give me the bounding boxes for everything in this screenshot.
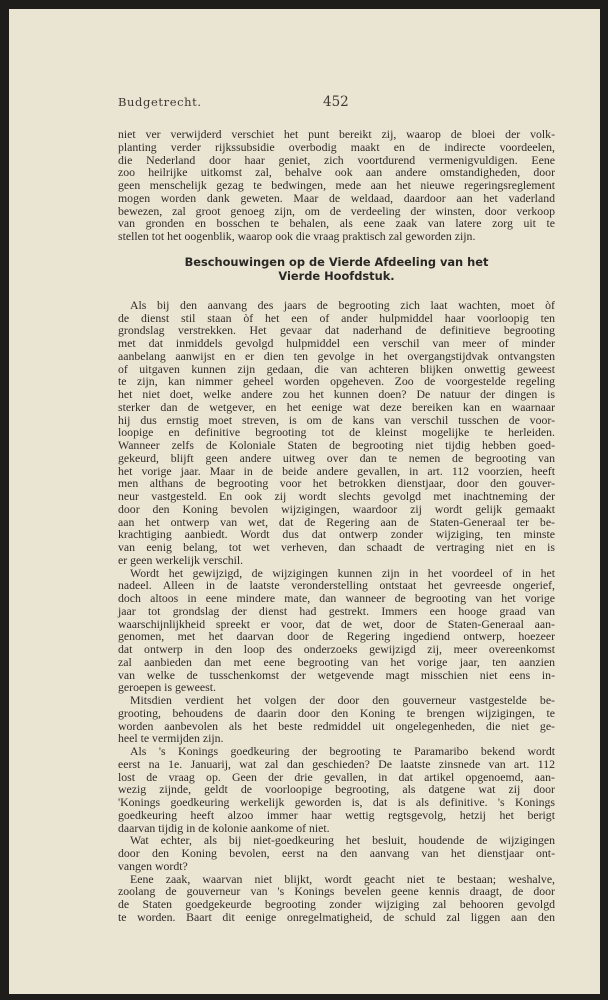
text-line: Als bij den aanvang des jaars de begrooting zich laat wachten, moet òf xyxy=(130,297,555,312)
text-line: vangen wordt? xyxy=(118,858,188,873)
text-line: te zijn, kan nimmer geheel worden opgeheven. Zoo de voorgestelde regeling xyxy=(118,374,555,389)
text-line: men althans de begrooting voor het betrokken dienstjaar, door den gouver- xyxy=(118,476,555,491)
text-line: grooting, behoudens de daarin door den Koning te brengen wijzigingen, te xyxy=(118,705,555,720)
text-line: de Staten goedgekeurde begrooting zonder wijziging zal behooren gevolgd xyxy=(118,897,555,911)
text-line: jaar tot grondslag der dienst had gestrekt. Immers een hooge graad van xyxy=(118,603,555,618)
text-line: niet ver verwijderd verschiet het punt bereikt zij, waarop de bloei der volk- xyxy=(118,127,555,141)
text-line: Wanneer zelfs de Koloniale Staten de begrooting niet tijdig hebben goed- xyxy=(118,438,555,452)
text-line: het vorige jaar. Maar in de beide andere gevallen, in art. 112 voorzien, heeft xyxy=(118,463,555,478)
text-line: Wat echter, als bij niet-goedkeuring het besluit, houdende de wijzigingen xyxy=(130,833,555,848)
text-line: er geen werkelijk verschil. xyxy=(118,552,244,567)
text-line: met dat inmiddels gevolgd hulpmiddel een verschil van meer of minder xyxy=(118,336,555,350)
text-line: geen menschelijk gezag te bedwingen, mede aan het nieuwe regeringsreglement xyxy=(118,178,555,192)
text-line: geroepen is geweest. xyxy=(118,680,216,695)
text-line: daarvan tijdig in de kolonie aankome of niet. xyxy=(118,820,330,835)
text-line: door den Koning bevolen, eerst na den aanvang van het dienstjaar ont- xyxy=(118,846,555,860)
text-line: Mitsdien verdient het volgen der door den gouverneur vastgestelde be- xyxy=(130,693,555,707)
text-line: aan het ontwerp van wet, dat de Regering aan de Staten-Generaal ter be- xyxy=(118,514,555,529)
text-line: van eenig belang, tot wet verheven, dan schaadt de vertraging niet en is xyxy=(118,540,555,554)
page-header xyxy=(118,94,555,114)
text-line: waarschijnlijkheid spreekt er voor, dat de wet, door de Staten-Generaal aan- xyxy=(118,616,555,631)
text-body xyxy=(118,128,555,924)
text-line: zoo heilrijke uitkomst zal, behalve ook aan andere omstandigheden, door xyxy=(118,165,555,180)
page-number: 452 xyxy=(323,94,349,110)
text-line: grondslag verstrekken. Het gevaar dat naderhand de definitieve begrooting xyxy=(118,323,555,338)
text-line: 'Konings goedkeuring werkelijk geworden is, dat is als definitive. 's Konings xyxy=(118,795,555,809)
text-line: te worden. Baart dit eenige onregelmatigheid, de schuld zal liggen aan den xyxy=(118,909,555,924)
text-line: neur vastgesteld. En ook zij wordt slechts gevolgd met inachtneming der xyxy=(118,489,555,503)
section-body xyxy=(118,299,555,924)
text-line: wezig zijnde, geldt de voorloopige begrooting, als datgene wat zij door xyxy=(118,782,555,797)
text-line: zoolang de gouverneur van 's Konings bevelen geene kennis draagt, de door xyxy=(118,884,555,899)
text-line: genomen, met het daarvan door de Regering ingediend ontwerp, hoezeer xyxy=(118,629,555,644)
text-line: planting verder rijkssubsidie overbodig maakt en de indirecte voordeelen, xyxy=(118,139,555,154)
text-line: hij dus ernstig moet streven, is om de kans van verschil tusschen de voor- xyxy=(118,412,555,427)
text-line: loopige en definitive begrooting tot de kleinst mogelijke te herleiden. xyxy=(118,425,555,440)
text-line: krachtiging aanbiedt. Wordt dus dat ontwerp zonder wijziging, ten minste xyxy=(118,527,555,542)
page xyxy=(9,9,600,994)
text-line: of uitgaven kunnen zijn gedaan, die van achteren blijken onwettig geweest xyxy=(118,361,555,376)
text-line: van gronden en bosschen te behalen, als eene zaak van latere zorg uit te xyxy=(118,216,555,231)
text-line: bewezen, zal groot genoeg zijn, om de verdeeling der winsten, door verkoop xyxy=(118,203,555,218)
text-line: mogen worden dank geweten. Maar de weldaad, daardoor aan het vaderland xyxy=(118,190,555,205)
text-line: worden aanbevolen als het beste redmiddel uit ongelegenheden, die niet ge- xyxy=(118,718,555,733)
section-heading xyxy=(118,255,555,284)
text-line: lost de vraag op. Geen der drie gevallen, in dat artikel opgenoemd, aan- xyxy=(118,769,555,784)
text-line: nadeel. Alleen in de laatste veronderstelling ontstaat het gevreesde ongerief, xyxy=(118,578,555,593)
text-line: sterker dan de wetgever, en het eenige wat deze bereiken kan en waarnaar xyxy=(118,399,555,414)
text-line: die Nederland door haar geniet, zich voortdurend vermenigvuldigen. Eene xyxy=(118,152,555,167)
text-line: Als 's Konings goedkeuring der begrooting te Paramaribo bekend wordt xyxy=(130,744,555,758)
text-line: eerst na 1e. Januarij, wat zal dan geschieden? De laatste zinsnede van art. 112 xyxy=(118,756,555,771)
text-line: het niet doet, welke andere zou het kunnen doen? De natuur der dingen is xyxy=(118,387,555,401)
text-line: van welke de tusschenkomst der wetgevende magt misschien niet eens in- xyxy=(118,667,555,682)
running-title: Budgetrecht. xyxy=(118,95,202,109)
text-line: goedkeuring heeft alzoo immer haar wettig regtsgevolg, hetzij het berigt xyxy=(118,807,555,822)
text-line: heel te vermijden zijn. xyxy=(118,731,224,746)
text-line: zal aanbieden dan met eene begrooting van het vorige jaar, ten aanzien xyxy=(118,654,555,669)
section-heading-line-2: Vierde Hoofdstuk. xyxy=(278,269,395,284)
text-line: Eene zaak, waarvan niet blijkt, wordt geacht niet te bestaan; weshalve, xyxy=(130,871,555,886)
section-heading-line-1: Beschouwingen op de Vierde Afdeeling van het xyxy=(184,254,489,269)
text-line: door den Koning bevolen wijzigingen, waardoor zij wordt gelijk gemaakt xyxy=(118,501,555,516)
text-line: Wordt het gewijzigd, de wijzigingen kunnen zijn in het voordeel of in het xyxy=(130,565,555,580)
text-line: dat ontwerp in den loop des onderzoeks gewijzigd zij, meer overeenkomst xyxy=(118,642,555,656)
text-line: gekeurd, blijft geen andere uitweg over dan te nemen de begrooting van xyxy=(118,450,555,465)
text-line: doch altoos in eene mindere mate, dan wanneer de begrooting van het vorige xyxy=(118,591,555,605)
text-line: stellen tot het oogenblik, waarop ook die vraag praktisch zal geworden zijn. xyxy=(118,229,476,243)
text-line: aanbelang aanwijst en er dien ten gevolge in het overgangstijdvak ontvangsten xyxy=(118,348,555,363)
text-line: de dienst stil staan òf het een of ander hulpmiddel haar voorloopig ten xyxy=(118,310,555,325)
intro-paragraph xyxy=(118,128,555,243)
